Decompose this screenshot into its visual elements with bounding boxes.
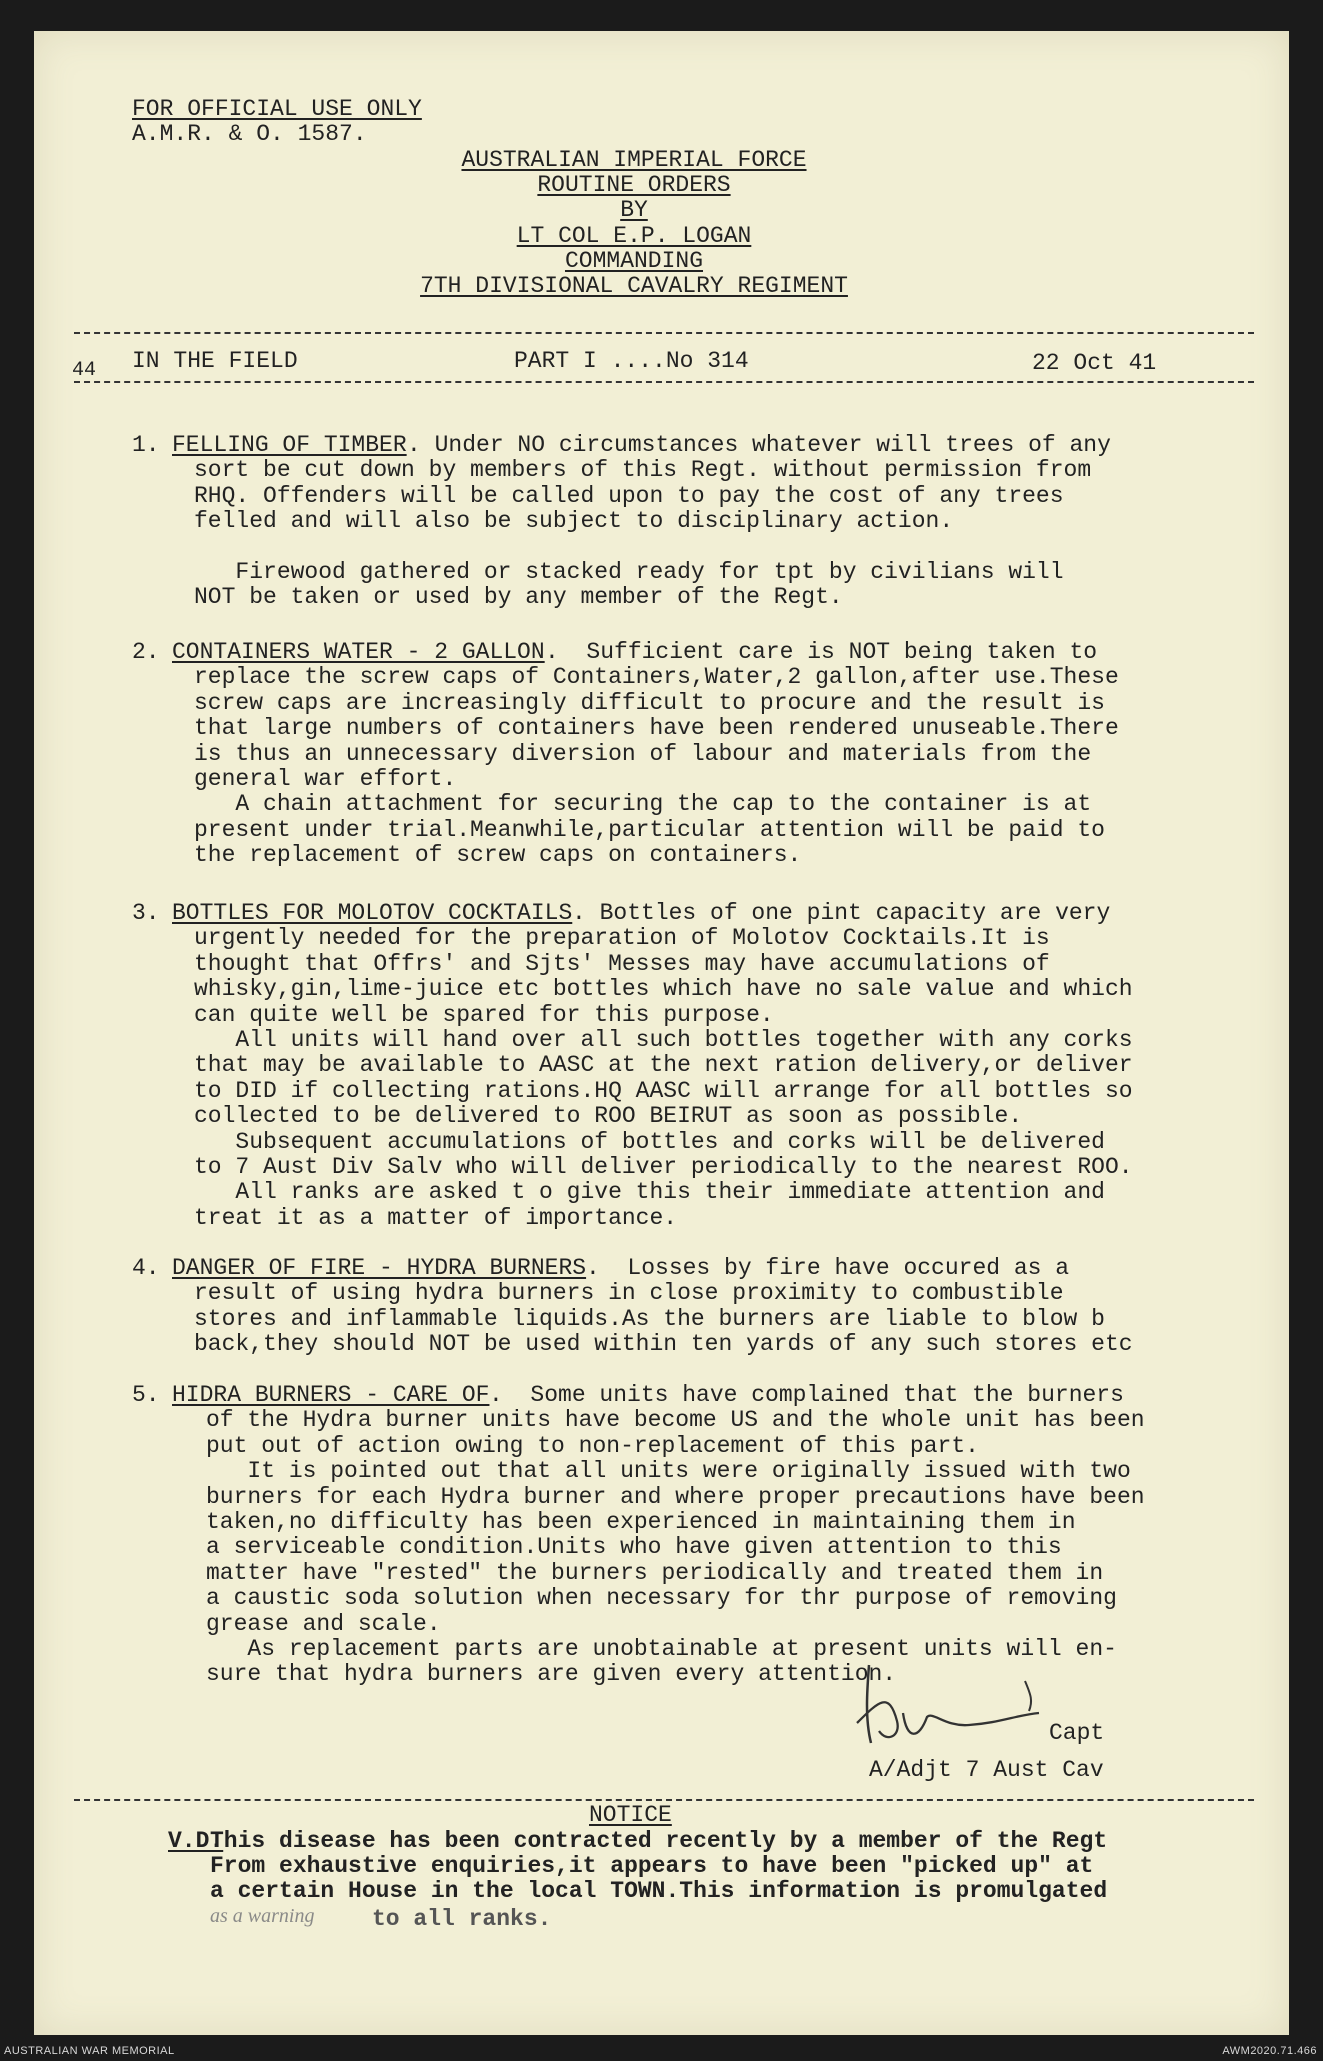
order-heading: BOTTLES FOR MOLOTOV COCKTAILS	[172, 900, 573, 926]
title-line-5: COMMANDING	[564, 248, 704, 274]
order-text-line: grease and scale.	[206, 1610, 441, 1637]
order-text-line: All units will hand over all such bottles together with any corks	[194, 1027, 1133, 1053]
order-text-line: whisky,gin,lime-juice etc bottles which have no sale value and which	[194, 976, 1133, 1003]
order-text-line: can quite well be spared for this purpose.	[194, 1001, 774, 1028]
part-number: PART I ....No 314	[514, 348, 749, 374]
order-text-line: is thus an unnecessary diversion of labour and materials from the	[194, 740, 1092, 767]
footer-archive-name: AUSTRALIAN WAR MEMORIAL	[4, 2045, 175, 2057]
order-text-line: of the Hydra burner units have become US and the whole unit has been	[206, 1407, 1145, 1434]
notice-line-2: From exhaustive enquiries,it appears to have been "picked up" at	[210, 1853, 1094, 1879]
order-number: 5.	[132, 1382, 160, 1408]
order-text-line: . Sufficient care is NOT being taken to	[545, 639, 1098, 665]
order-text-line: back,they should NOT be used within ten yards of any such stores etc	[194, 1331, 1133, 1358]
order-text-line: sort be cut down by members of this Regt. without permission from	[194, 457, 1092, 484]
notice-title: NOTICE	[589, 1802, 672, 1828]
order-text-line: taken,no difficulty has been experienced in maintaining them in	[206, 1509, 1076, 1535]
order-text-line: to 7 Aust Div Salv who will deliver periodically to the nearest ROO.	[194, 1154, 1133, 1180]
top-rule	[74, 332, 1254, 334]
order-text-line: urgently needed for the preparation of Molotov Cocktails.It is	[194, 925, 1050, 952]
order-text-line: burners for each Hydra burner and where proper precautions have been	[206, 1483, 1145, 1510]
order-text-line: matter have "rested" the burners periodically and treated them in	[206, 1559, 1104, 1586]
footer-accession-number: AWM2020.71.466	[1222, 2045, 1317, 2057]
order-text-line: that may be available to AASC at the next ration delivery,or deliver	[194, 1052, 1133, 1079]
order-number: 2.	[132, 639, 160, 665]
order-text-line: put out of action owing to non-replacement of this part.	[206, 1432, 979, 1459]
order-text-line: . Losses by fire have occured as a	[586, 1255, 1070, 1281]
title-line-2: ROUTINE ORDERS	[537, 172, 731, 198]
notice-line-4: to all ranks.	[372, 1906, 552, 1932]
order-text-line: As replacement parts are unobtainable at present units will en-	[206, 1636, 1117, 1662]
order-text-line: present under trial.Meanwhile,particular attention will be paid to	[194, 816, 1105, 843]
order-text-line: sure that hydra burners are given every attention.	[206, 1661, 897, 1688]
order-text-line: . Some units have complained that the burners	[489, 1382, 1124, 1408]
order-text-line: RHQ. Offenders will be called upon to pay the cost of any trees	[194, 482, 1064, 509]
order-heading: HIDRA BURNERS - CARE OF	[172, 1382, 490, 1408]
order-text-line: Firewood gathered or stacked ready for tpt by civilians will	[194, 559, 1064, 585]
order-text-line: general war effort.	[194, 766, 457, 792]
notice-rule	[74, 1799, 1254, 1801]
signature-rank: Capt	[1049, 1720, 1105, 1746]
restriction-label: FOR OFFICIAL USE ONLY	[132, 96, 422, 122]
paper-sheet	[34, 31, 1289, 2035]
order-heading: DANGER OF FIRE - HYDRA BURNERS	[172, 1255, 587, 1281]
notice-label: V.D.	[168, 1828, 224, 1854]
order-text-line: a serviceable condition.Units who have given attention to this	[206, 1534, 1062, 1561]
order-text-line: to DID if collecting rations.HQ AASC will arrange for all bottles so	[194, 1077, 1133, 1104]
order-text-line: It is pointed out that all units were originally issued with two	[206, 1458, 1131, 1485]
page-number: 44	[72, 359, 97, 382]
order-text-line: . Bottles of one pint capacity are very	[572, 900, 1111, 926]
location: IN THE FIELD	[132, 348, 298, 374]
order-number: 1.	[132, 432, 160, 458]
title-line-6: 7TH DIVISIONAL CAVALRY REGIMENT	[420, 273, 848, 299]
order-text-line: screw caps are increasingly difficult to procure and the result is	[194, 689, 1105, 716]
order-text-line: result of using hydra burners in close proximity to combustible	[194, 1280, 1064, 1307]
order-text-line: All ranks are asked t o give this their immediate attention and	[194, 1179, 1105, 1206]
order-heading: CONTAINERS WATER - 2 GALLON	[172, 639, 545, 665]
order-number: 3.	[132, 900, 160, 926]
order-text-line: treat it as a matter of importance.	[194, 1204, 678, 1231]
order-text-line: a caustic soda solution when necessary for thr purpose of removing	[206, 1585, 1117, 1612]
dateline-rule	[74, 381, 1254, 383]
notice-line-1: This disease has been contracted recently by a member of the Regt	[210, 1828, 1108, 1854]
reference-number: A.M.R. & O. 1587.	[132, 121, 367, 147]
title-line-4: LT COL E.P. LOGAN	[516, 223, 752, 249]
notice-line-3: a certain House in the local TOWN.This information is promulgated	[210, 1878, 1108, 1904]
order-text-line: . Under NO circumstances whatever will trees of any	[407, 432, 1111, 458]
title-line-1: AUSTRALIAN IMPERIAL FORCE	[461, 147, 807, 173]
pencil-annotation: as a warning	[210, 1905, 315, 1927]
order-text-line: A chain attachment for securing the cap to the container is at	[194, 791, 1092, 818]
order-text-line: collected to be delivered to ROO BEIRUT as soon as possible.	[194, 1103, 1023, 1130]
signature-appointment: A/Adjt 7 Aust Cav	[869, 1757, 1104, 1783]
order-text-line: NOT be taken or used by any member of the Regt.	[194, 584, 843, 611]
title-line-3: BY	[620, 197, 648, 223]
order-text-line: stores and inflammable liquids.As the burners are liable to blow b	[194, 1305, 1105, 1332]
order-text-line: Subsequent accumulations of bottles and corks will be delivered	[194, 1128, 1105, 1155]
order-text-line: that large numbers of containers have been rendered unuseable.There	[194, 715, 1119, 742]
order-text-line: the replacement of screw caps on containers.	[194, 842, 802, 869]
order-text-line: felled and will also be subject to disciplinary action.	[194, 508, 954, 535]
order-number: 4.	[132, 1255, 160, 1281]
order-text-line: thought that Offrs' and Sjts' Messes may have accumulations of	[194, 950, 1050, 977]
order-date: 22 Oct 41	[1032, 350, 1157, 376]
order-text-line: replace the screw caps of Containers,Water,2 gallon,after use.These	[194, 664, 1119, 691]
order-heading: FELLING OF TIMBER	[172, 432, 407, 458]
